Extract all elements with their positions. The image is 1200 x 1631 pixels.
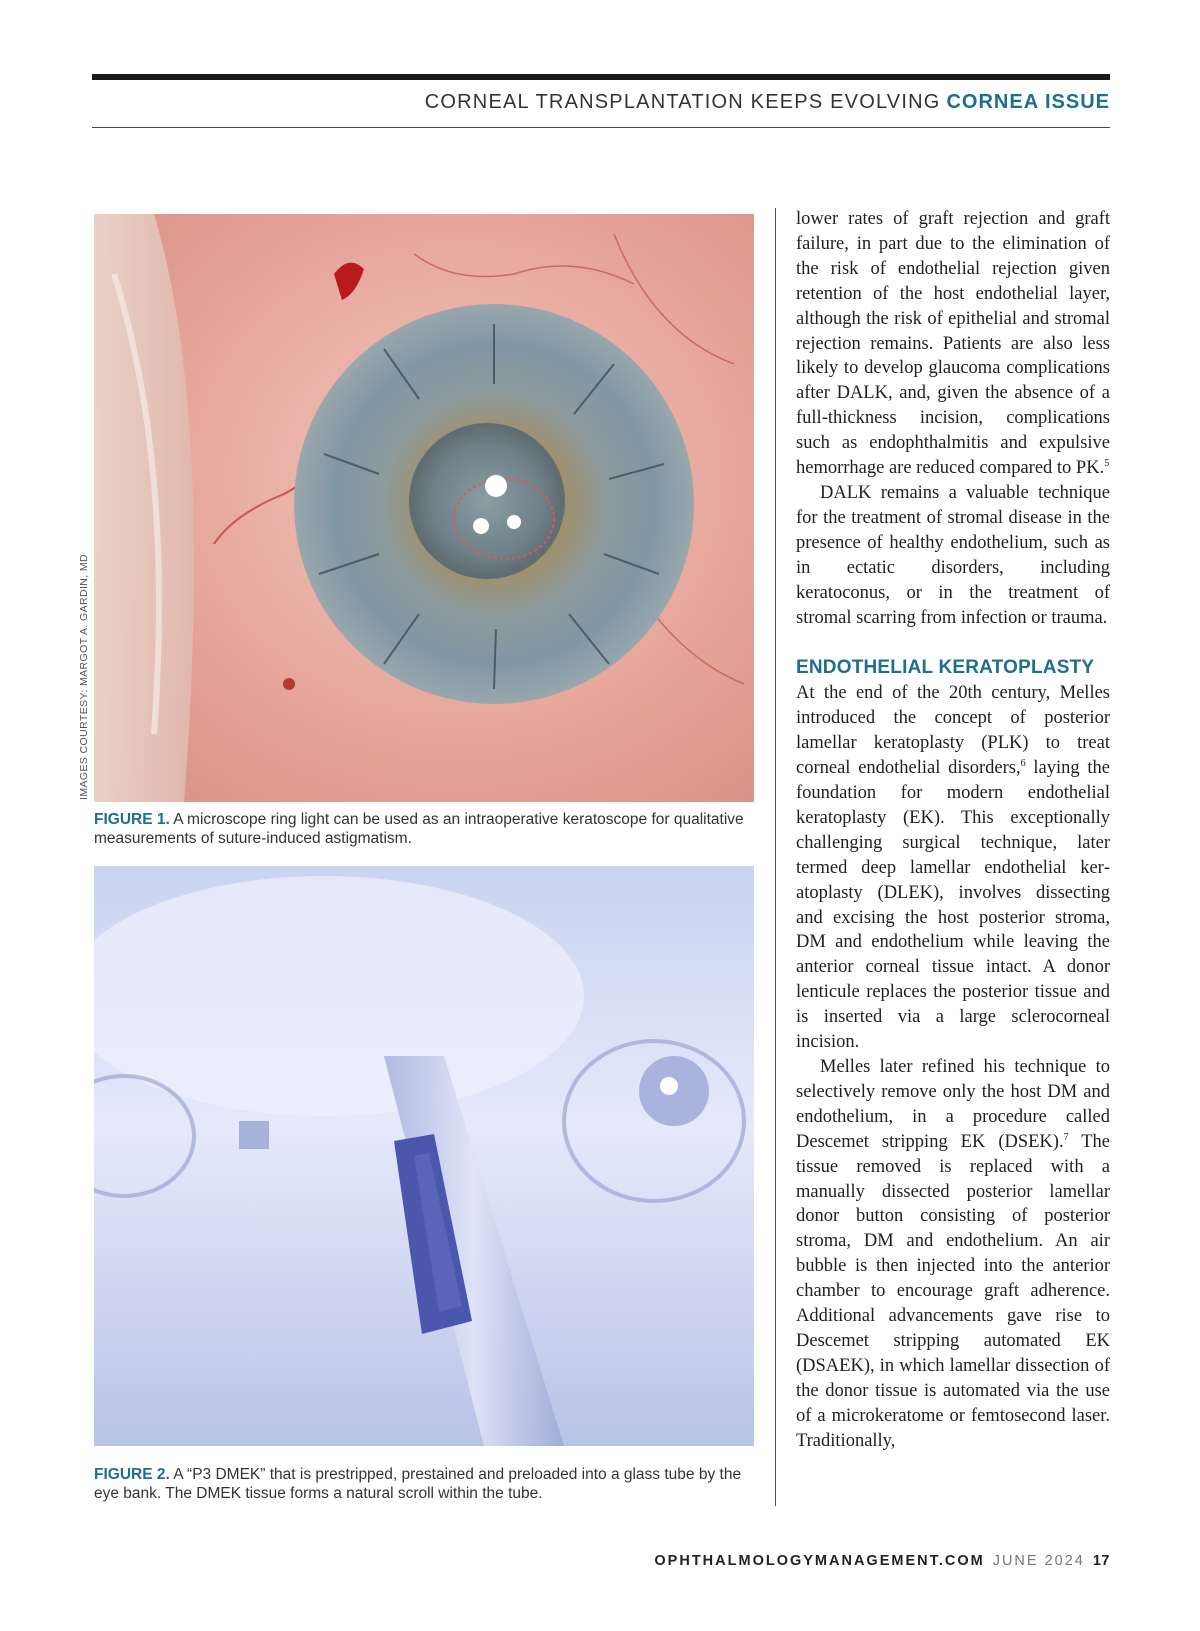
- figure-1-label: FIGURE 1.: [94, 811, 170, 828]
- article-column: [796, 207, 1110, 1454]
- article-paragraph-4: Melles later refined his technique to selectively remove only the host DM and endothelium, in a procedure called Descemet stripping EK (DSEK).$^7$ The tissue removed is replaced with a manually dissected posterior lamellar donor button consisting of posterior stroma, DM and endothelium. An air bubble is then injected into the anterior chamber to encourage graft adherence. Additional advancements gave rise to Descemet stripping automated EK (DSAEK), in which lamellar dissection of the donor tissue is automated via the use of a microkeratome or femtosecond laser. Traditionally,: [796, 1057, 1110, 1451]
- figure-2-caption: [94, 1465, 754, 1503]
- reference-7: 7: [1063, 1131, 1069, 1143]
- figure-1-caption-text: A microscope ring light can be used as an intraoperative keratoscope for qualitative measurements of suture-induced astigmatism.: [94, 811, 744, 847]
- page-number: 17: [1092, 1553, 1110, 1569]
- issue-label: CORNEA ISSUE: [946, 91, 1110, 113]
- page-footer: [92, 1553, 1110, 1569]
- article-paragraph-2: DALK remains a valuable technique for the treatment of stromal disease in the presence of healthy endothelium, such as in ectatic disorders, including keratoconus, or in the treatment of stromal scarring from infection or trauma.: [796, 482, 1110, 628]
- section-heading: ENDOTHELIAL KERATOPLASTY: [796, 657, 1095, 679]
- running-header: [92, 91, 1110, 114]
- figure-1-image: [94, 214, 754, 802]
- article-paragraph-1: lower rates of graft rejection and graft failure, in part due to the elimination of the risk of endothelial rejection given retention of the host endothelial layer, although the risk of epithelial and stromal rejection remains. Patients are also less likely to develop glaucoma complications after DALK, and, given the absence of a full-thickness incision, complications such as endophthalmitis and expulsive hemorrhage are reduced compared to PK.$^5$: [796, 209, 1110, 479]
- figure-2-image: [94, 866, 754, 1446]
- figure-1-caption: [94, 810, 754, 848]
- top-rule: [92, 74, 1110, 80]
- header-rule: [92, 127, 1110, 128]
- article-paragraph-3: At the end of the 20th century, Melles introduced the concept of posterior lamellar keratoplasty (PLK) to treat corneal endothelial disorders,$^6$ laying the foundation for modern endothelial keratoplasty (EK). This exceptionally challenging surgical technique, later termed deep lamellar endothelial keratoplasty (DLEK), involves dissecting and excising the host posterior stroma, DM and endothelium while leaving the anterior corneal tissue intact. A donor lenticule replaces the posterior tissue and is inserted via a large sclerocorneal incision.: [796, 683, 1111, 1053]
- footer-site: OPHTHALMOLOGYMANAGEMENT.COM: [654, 1553, 985, 1569]
- figure-2-label: FIGURE 2.: [94, 1466, 170, 1483]
- reference-6: 6: [1020, 757, 1026, 769]
- figure-2-caption-text: A “P3 DMEK” that is prestripped, prestained and preloaded into a glass tube by the eye bank. The DMEK tissue forms a natural scroll within the tube.: [94, 1466, 742, 1502]
- column-rule: [775, 208, 776, 1506]
- image-credit: IMAGES COURTESY: MARGOT A. GARDIN, MD: [78, 553, 90, 800]
- footer-date: JUNE 2024: [992, 1553, 1085, 1569]
- section-title: CORNEAL TRANSPLANTATION KEEPS EVOLVING: [424, 91, 941, 113]
- reference-5: 5: [1104, 457, 1110, 469]
